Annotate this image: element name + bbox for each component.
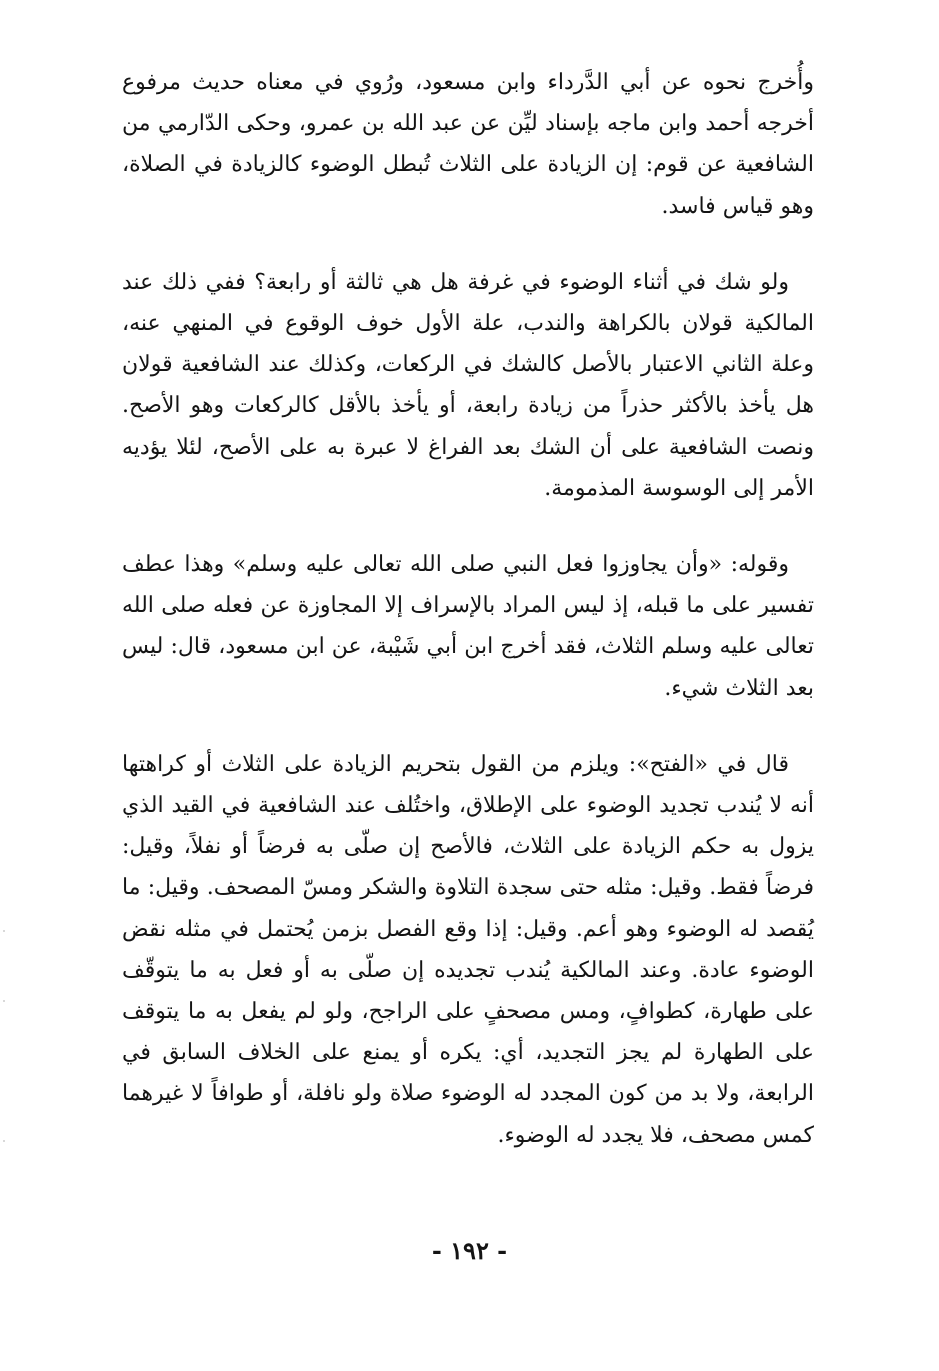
paragraph-4: قال في «الفتح»: ويلزم من القول بتحريم الزيادة على الثلاث أو كراهتها أنه لا يُندب تجديد الوضوء على الإطلاق، واختُلف عند الشافعية في القيد الذي يزول به حكم الزيادة على الثلاث، فالأصح إن صلّى به فرضاً أو نفلاً، وقيل: فرضاً فقط. وقيل: مثله حتى سجدة التلاوة والشكر ومسّ المصحف. وقيل: ما يُقصد له الوضوء وهو أعم. وقيل: إذا وقع الفصل بزمن يُحتمل في مثله نقض الوضوء عادة. وعند المالكية يُندب تجديده إن صلّى به أو فعل به ما يتوقّف على طهارة، كطوافٍ، ومس مصحفٍ على الراجح، ولو لم يفعل به ما يتوقف على الطهارة لم يجز التجديد، أي: يكره أو يمنع على الخلاف السابق في الرابعة، ولا بد من كون المجدد له الوضوء صلاة ولو نافلة، أو طوافاً لا غيرهما كمس مصحف، فلا يجدد له الوضوء. — [122, 751, 814, 1148]
scan-speck — [3, 1000, 5, 1002]
scan-speck — [3, 1140, 5, 1142]
paragraph-3: وقوله: «وأن يجاوزوا فعل النبي صلى الله تعالى عليه وسلم» وهذا عطف تفسير على ما قبله، إذ ليس المراد بالإسراف إلا المجاوزة عن فعله صلى الله تعالى عليه وسلم الثلاث، فقد أخرج ابن أبي شَيْبة، عن ابن مسعود، قال: ليس بعد الثلاث شيء. — [122, 552, 814, 701]
scan-speck — [3, 930, 5, 932]
paragraph-2: ولو شك في أثناء الوضوء في غرفة هل هي ثالثة أو رابعة؟ ففي ذلك عند المالكية قولان بالكراهة والندب، علة الأول خوف الوقوع في المنهي عنه، وعلة الثاني الاعتبار بالأصل كالشك في الركعات، وكذلك عند الشافعية قولان هل يأخذ بالأكثر حذراً من زيادة رابعة، أو يأخذ بالأقل كالركعات وهو الأصح. ونصت الشافعية على أن الشك بعد الفراغ لا عبرة به على الأصح، لئلا يؤديه الأمر إلى الوسوسة المذمومة. — [122, 269, 814, 501]
page-number: - ١٩٢ - — [431, 1236, 508, 1265]
paragraph-1: وأُخرج نحوه عن أبي الدَّرداء وابن مسعود، ورُوي في معناه حديث مرفوع أخرجه أحمد وابن ماجه بإسناد ليِّن عن عبد الله بن عمرو، وحكى الدّارمي من الشافعية عن قوم: إن الزيادة على الثلاث تُبطل الوضوء كالزيادة في الصلاة، وهو قياس فاسد. — [122, 70, 814, 219]
body-text — [122, 62, 814, 1191]
